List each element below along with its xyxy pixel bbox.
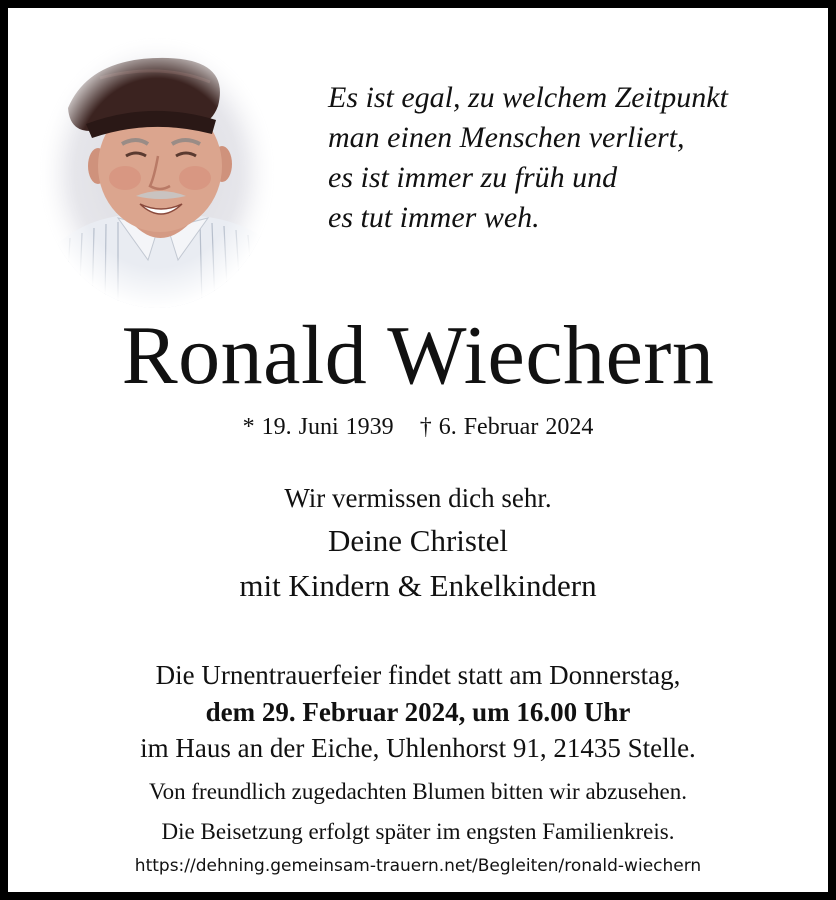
death-date: † 6. Februar 2024 — [419, 414, 594, 440]
quote-line: man einen Menschen verliert, — [328, 121, 685, 154]
mourner-name: Deine Christel — [328, 523, 508, 558]
quote-line: es ist immer zu früh und — [328, 161, 618, 194]
birth-date: * 19. Juni 1939 — [242, 414, 394, 440]
mourner-family: mit Kindern & Enkelkindern — [239, 568, 597, 603]
ceremony-date-time: dem 29. Februar 2024, um 16.00 Uhr — [205, 697, 631, 727]
ceremony-intro: Die Urnentrauerfeier findet statt am Donnerstag, — [155, 660, 681, 690]
memorial-quote — [328, 78, 818, 238]
memorial-url[interactable]: https://dehning.gemeinsam-trauern.net/Begleiten/ronald-wiechern — [134, 856, 702, 876]
quote-line: Es ist egal, zu welchem Zeitpunkt — [328, 81, 728, 114]
portrait-illustration — [40, 38, 274, 308]
obituary-card — [8, 8, 828, 892]
life-dates — [8, 411, 828, 443]
burial-note: Die Beisetzung erfolgt später im engsten Familienkreis. — [161, 819, 675, 844]
ceremony-location: im Haus an der Eiche, Uhlenhorst 91, 21435 Stelle. — [140, 733, 696, 763]
deceased-name: Ronald Wiechern — [121, 309, 715, 402]
portrait-photo — [40, 38, 274, 308]
miss-you-line: Wir vermissen dich sehr. — [284, 483, 552, 513]
flowers-note: Von freundlich zugedachten Blumen bitten wir abzusehen. — [149, 779, 687, 804]
quote-line: es tut immer weh. — [328, 201, 540, 234]
